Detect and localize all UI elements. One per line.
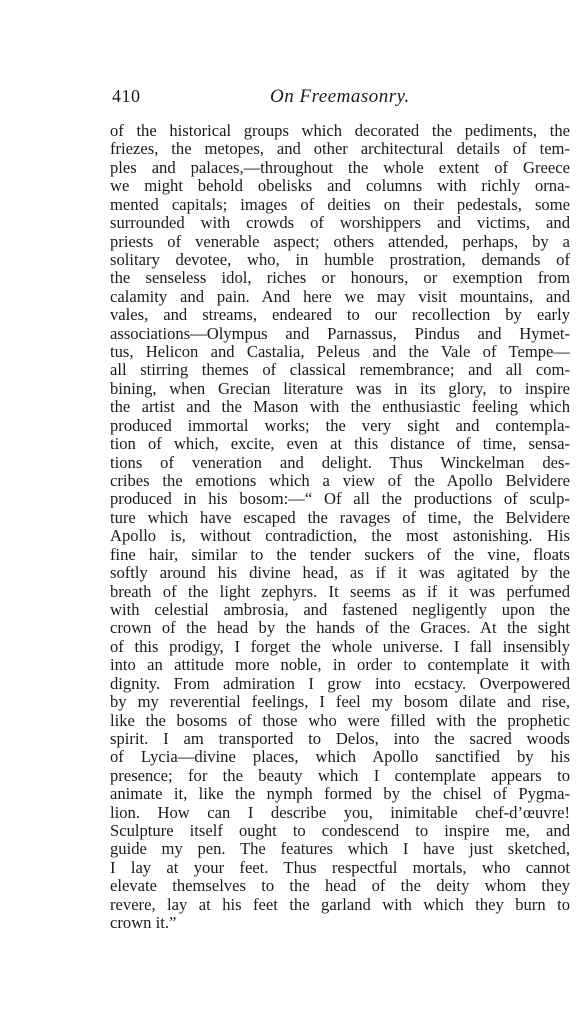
text-line: fine hair, similar to the tender suckers of the vine, floats xyxy=(110,544,570,564)
page-number: 410 xyxy=(112,86,141,106)
text-line: all stirring themes of classical remembrance; and all com- xyxy=(110,360,570,380)
text-line: with celestial ambrosia, and fastened negligently upon the xyxy=(110,599,570,619)
text-line: guide my pen. The features which I have just sketched, xyxy=(110,839,570,859)
text-line: animate it, like the nymph formed by the chisel of Pygma- xyxy=(110,784,570,804)
text-line: into an attitude more noble, in order to contemplate it with xyxy=(110,655,570,675)
text-line: tus, Helicon and Castalia, Peleus and the Vale of Tempe— xyxy=(110,342,570,362)
text-line: crown it.” xyxy=(110,913,177,933)
text-line: Sculpture itself ought to condescend to inspire me, and xyxy=(110,821,570,841)
text-line: revere, lay at his feet the garland with which they burn to xyxy=(110,894,570,914)
text-line: softly around his divine head, as if it was agitated by the xyxy=(110,563,570,583)
text-line: crown of the head by the hands of the Graces. At the sight xyxy=(110,618,570,638)
text-line: elevate themselves to the head of the deity whom they xyxy=(110,876,570,896)
running-head xyxy=(112,86,572,110)
text-line: vales, and streams, endeared to our recollection by early xyxy=(110,305,570,325)
text-line: I lay at your feet. Thus respectful mortals, who cannot xyxy=(110,857,570,877)
text-line: cribes the emotions which a view of the Apollo Belvidere xyxy=(110,471,570,491)
text-line: mented capitals; images of deities on their pedestals, some xyxy=(110,194,570,214)
text-line: spirit. I am transported to Delos, into the sacred woods xyxy=(110,728,570,748)
text-line: friezes, the metopes, and other architectural details of tem- xyxy=(110,139,570,159)
text-line: of this prodigy, I forget the whole universe. I fall insensibly xyxy=(110,636,570,656)
text-line: like the bosoms of those who were filled with the prophetic xyxy=(110,710,570,730)
text-line: ture which have escaped the ravages of time, the Belvidere xyxy=(110,507,570,527)
text-line: the senseless idol, riches or honours, or exemption from xyxy=(110,268,570,288)
text-line: of the historical groups which decorated the pediments, the xyxy=(110,121,570,140)
text-line: bining, when Grecian literature was in its glory, to inspire xyxy=(110,378,570,398)
text-line: produced immortal works; the very sight and contempla- xyxy=(110,415,570,435)
text-line: tions of veneration and delight. Thus Winckelman des- xyxy=(110,452,570,472)
text-line: we might behold obelisks and columns with richly orna- xyxy=(110,176,570,196)
running-title: On Freemasonry. xyxy=(270,86,410,107)
text-line: ples and palaces,—throughout the whole extent of Greece xyxy=(110,157,570,177)
text-line: lion. How can I describe you, inimitable chef-d’œuvre! xyxy=(110,802,570,822)
body-text xyxy=(110,122,570,933)
text-line: of Lycia—divine places, which Apollo sanctified by his xyxy=(110,747,570,767)
text-line: associations—Olympus and Parnassus, Pindus and Hymet- xyxy=(110,323,570,343)
text-line: Apollo is, without contradiction, the most astonishing. His xyxy=(110,526,570,546)
text-line: tion of which, excite, even at this distance of time, sensa- xyxy=(110,434,570,454)
text-line: the artist and the Mason with the enthusiastic feeling which xyxy=(110,397,570,417)
text-line: surrounded with crowds of worshippers and victims, and xyxy=(110,213,570,233)
text-line: by my reverential feelings, I feel my bosom dilate and rise, xyxy=(110,692,570,712)
text-line: breath of the light zephyrs. It seems as if it was perfumed xyxy=(110,581,570,601)
text-line: calamity and pain. And here we may visit mountains, and xyxy=(110,286,570,306)
text-line: produced in his bosom:—“ Of all the productions of sculp- xyxy=(110,489,570,509)
text-line: presence; for the beauty which I contemplate appears to xyxy=(110,765,570,785)
text-line: solitary devotee, who, in humble prostration, demands of xyxy=(110,249,570,269)
text-line: priests of venerable aspect; others attended, perhaps, by a xyxy=(110,231,570,251)
text-line: dignity. From admiration I grow into ecstacy. Overpowered xyxy=(110,673,570,693)
